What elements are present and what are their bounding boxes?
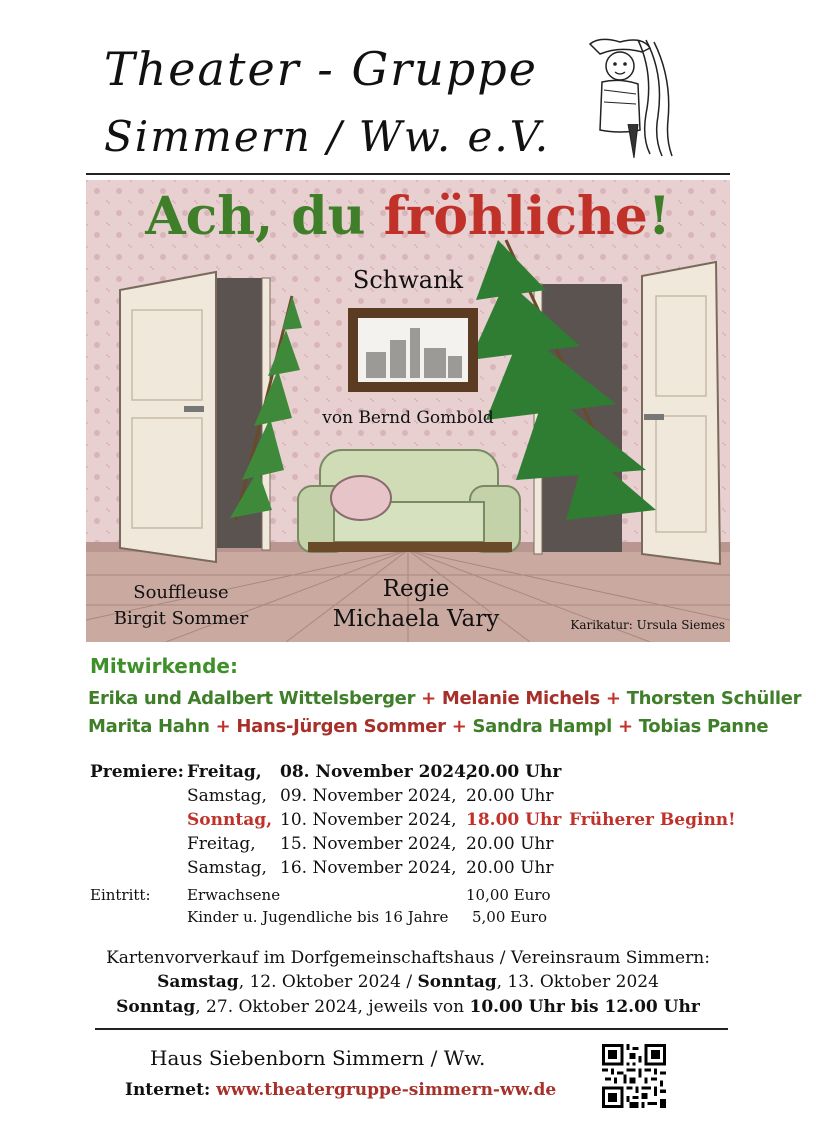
illustrator-credit: Karikatur: Ursula Siemes [570, 618, 725, 632]
perf-day: Freitag, [187, 834, 256, 854]
presale-day: Sonntag [417, 972, 497, 992]
cast-member: Erika und Adalbert Wittelsberger [88, 688, 416, 709]
souffleuse-credit [96, 580, 266, 632]
adult-label: Erwachsene [187, 886, 281, 904]
cast-heading: Mitwirkende: [90, 654, 238, 678]
presale-day: Sonntag [116, 997, 196, 1017]
admission-label: Eintritt: [90, 886, 151, 904]
qr-code-icon[interactable] [602, 1042, 666, 1110]
perf-date: 15. November 2024, [280, 834, 457, 854]
perf-time: 20.00 Uhr [466, 786, 554, 806]
internet-label: Internet: [125, 1080, 211, 1100]
presale-date: , 12. Oktober 2024 / [238, 972, 418, 992]
premiere-label: Premiere: [90, 762, 184, 782]
bottom-divider [95, 1028, 728, 1030]
cast-separator: + [451, 716, 467, 737]
perf-day: Freitag, [187, 762, 262, 782]
author: von Bernd Gombold [322, 408, 494, 428]
genre: Schwank [352, 266, 464, 294]
cast-line-1 [88, 688, 801, 709]
presale-intro: Kartenvorverkauf im Dorfgemeinschaftshaus / Vereinsraum Simmern: [106, 948, 710, 968]
stage-illustration [86, 180, 730, 642]
title-part-1: Ach, du [145, 186, 384, 247]
cast-separator: + [215, 716, 231, 737]
cast-member: Hans-Jürgen Sommer [236, 716, 446, 737]
presale-dates-1 [0, 972, 816, 992]
group-location: Simmern / Ww. e.V. [104, 112, 551, 161]
perf-time: 18.00 Uhr [466, 810, 562, 830]
perf-note: Früherer Beginn! [569, 810, 736, 830]
regie-label: Regie [382, 576, 450, 602]
title-part-2: fröhliche [383, 186, 648, 247]
presale-date: , 13. Oktober 2024 [496, 972, 659, 992]
perf-date: 08. November 2024, [280, 762, 472, 782]
cast-separator: + [605, 688, 621, 709]
top-divider [86, 173, 730, 175]
presale-date: , 27. Oktober 2024, jeweils von [195, 997, 470, 1017]
group-name: Theater - Gruppe [104, 42, 538, 96]
cast-line-2 [88, 716, 768, 737]
curtain-jester-icon [580, 34, 680, 162]
souffleuse-name: Birgit Sommer [113, 608, 249, 629]
title-part-3: ! [647, 186, 671, 247]
perf-day: Sonntag, [187, 810, 273, 830]
venue: Haus Siebenborn Simmern / Ww. [150, 1046, 486, 1070]
perf-day: Samstag, [187, 858, 267, 878]
child-price: 5,00 Euro [472, 908, 547, 926]
internet-line [125, 1080, 556, 1100]
perf-time: 20.00 Uhr [466, 834, 554, 854]
cast-member: Thorsten Schüller [626, 688, 802, 709]
perf-time: 20.00 Uhr [466, 858, 554, 878]
perf-day: Samstag, [187, 786, 267, 806]
perf-date: 09. November 2024, [280, 786, 457, 806]
director-credit [306, 574, 526, 634]
souffleuse-label: Souffleuse [133, 582, 229, 603]
cast-member: Marita Hahn [88, 716, 210, 737]
perf-date: 10. November 2024, [280, 810, 457, 830]
presale-dates-2 [0, 997, 816, 1017]
cast-member: Sandra Hampl [472, 716, 612, 737]
child-label: Kinder u. Jugendliche bis 16 Jahre [187, 908, 449, 926]
perf-time: 20.00 Uhr [466, 762, 562, 782]
cast-separator: + [421, 688, 436, 709]
regie-name: Michaela Vary [332, 606, 500, 632]
website-link[interactable]: www.theatergruppe-simmern-ww.de [216, 1080, 557, 1100]
cast-member: Tobias Panne [638, 716, 769, 737]
cast-member: Melanie Michels [441, 688, 600, 709]
presale-day: Samstag [157, 972, 239, 992]
adult-price: 10,00 Euro [466, 886, 551, 904]
perf-date: 16. November 2024, [280, 858, 457, 878]
play-title [86, 186, 730, 247]
cast-separator: + [617, 716, 633, 737]
presale-time: 10.00 Uhr bis 12.00 Uhr [469, 997, 700, 1017]
